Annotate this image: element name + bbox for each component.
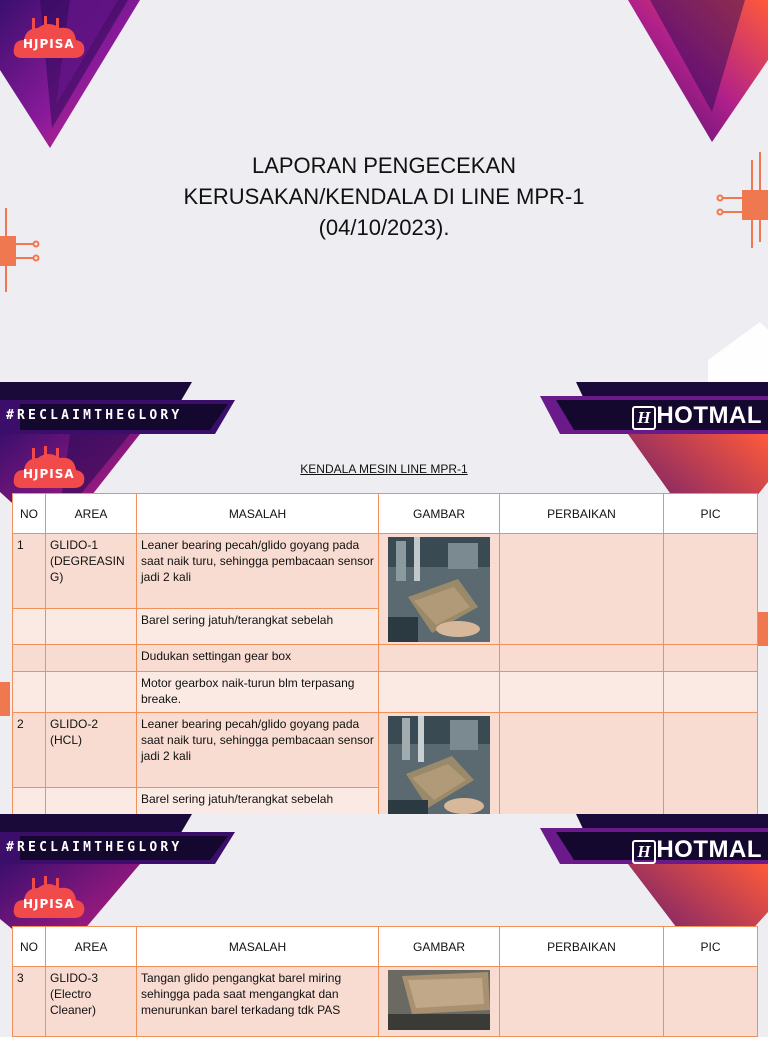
photo-icon <box>388 716 490 821</box>
table-row <box>13 672 758 713</box>
hashtag-text: #RECLAIMTHEGLORY <box>6 408 183 423</box>
title-line: KERUSAKAN/KENDALA DI LINE MPR-1 <box>183 184 585 209</box>
column-header: GAMBAR <box>379 927 500 967</box>
column-header: GAMBAR <box>379 494 500 534</box>
table-row <box>13 967 758 1037</box>
cell-masalah: Tangan glido pengangkat barel miring sehingga pada saat mengangkat dan menurunkan barel terkadang tdk PAS <box>137 967 379 1037</box>
table-slide-2 <box>0 814 768 1024</box>
table-slide-1 <box>0 382 768 814</box>
cell-masalah: Barel sering jatuh/terangkat sebelah <box>137 787 379 823</box>
cell-no <box>13 672 46 713</box>
cell-gambar <box>379 645 500 672</box>
cell-area: GLIDO-2 (HCL) <box>46 713 137 788</box>
table-row <box>13 645 758 672</box>
table-header-row <box>13 927 758 967</box>
cell-pic <box>664 967 758 1037</box>
page-title <box>0 150 768 243</box>
issue-table <box>12 926 758 1037</box>
cell-gambar <box>379 534 500 645</box>
column-header: PERBAIKAN <box>500 494 664 534</box>
brand-logo <box>8 16 88 62</box>
brand-name: HOTMAL <box>656 402 762 429</box>
cell-area <box>46 645 137 672</box>
brand-mark-icon: H <box>632 406 656 430</box>
cell-masalah: Leaner bearing pecah/glido goyang pada saat naik turu, sehingga pembacaan sensor jadi 2 kali <box>137 534 379 609</box>
cell-area: GLIDO-3 (Electro Cleaner) <box>46 967 137 1037</box>
cell-area <box>46 608 137 644</box>
cell-pic <box>664 534 758 645</box>
cell-pic <box>664 713 758 824</box>
hashtag-text: #RECLAIMTHEGLORY <box>6 840 183 855</box>
column-header: MASALAH <box>137 494 379 534</box>
title-line: (04/10/2023). <box>318 215 450 240</box>
cell-perbaikan <box>500 967 664 1037</box>
cell-perbaikan <box>500 713 664 824</box>
column-header: PERBAIKAN <box>500 927 664 967</box>
cell-no <box>13 608 46 644</box>
cell-no: 2 <box>13 713 46 788</box>
column-header: PIC <box>664 927 758 967</box>
cell-perbaikan <box>500 534 664 645</box>
title-slide <box>0 0 768 382</box>
photo-icon <box>388 537 490 642</box>
cell-gambar <box>379 967 500 1037</box>
table-row <box>13 713 758 788</box>
logo-text: HJPISA <box>23 467 75 481</box>
brand-logo <box>8 876 88 922</box>
logo-text: HJPISA <box>23 37 75 51</box>
cell-no: 3 <box>13 967 46 1037</box>
column-header: MASALAH <box>137 927 379 967</box>
table-row <box>13 534 758 609</box>
table-heading: KENDALA MESIN LINE MPR-1 <box>300 462 468 476</box>
column-header: NO <box>13 494 46 534</box>
cell-masalah: Motor gearbox naik-turun blm terpasang breake. <box>137 672 379 713</box>
cell-pic <box>664 645 758 672</box>
cell-masalah: Barel sering jatuh/terangkat sebelah <box>137 608 379 644</box>
photo-icon <box>388 970 490 1030</box>
column-header: AREA <box>46 494 137 534</box>
column-header: NO <box>13 927 46 967</box>
column-header: AREA <box>46 927 137 967</box>
cell-perbaikan <box>500 672 664 713</box>
cell-no <box>13 645 46 672</box>
table-header-row <box>13 494 758 534</box>
cell-gambar <box>379 672 500 713</box>
cell-perbaikan <box>500 645 664 672</box>
title-line: LAPORAN PENGECEKAN <box>251 153 517 178</box>
logo-text: HJPISA <box>23 897 75 911</box>
cell-no: 1 <box>13 534 46 609</box>
cell-masalah: Leaner bearing pecah/glido goyang pada saat naik turu, sehingga pembacaan sensor jadi 2 kali <box>137 713 379 788</box>
cell-gambar <box>379 713 500 824</box>
brand-name: HOTMAL <box>656 836 762 863</box>
cell-area <box>46 672 137 713</box>
cell-area: GLIDO-1 (DEGREASIN G) <box>46 534 137 609</box>
column-header: PIC <box>664 494 758 534</box>
brand-mark-icon: H <box>632 840 656 864</box>
cell-pic <box>664 672 758 713</box>
cell-masalah: Dudukan settingan gear box <box>137 645 379 672</box>
